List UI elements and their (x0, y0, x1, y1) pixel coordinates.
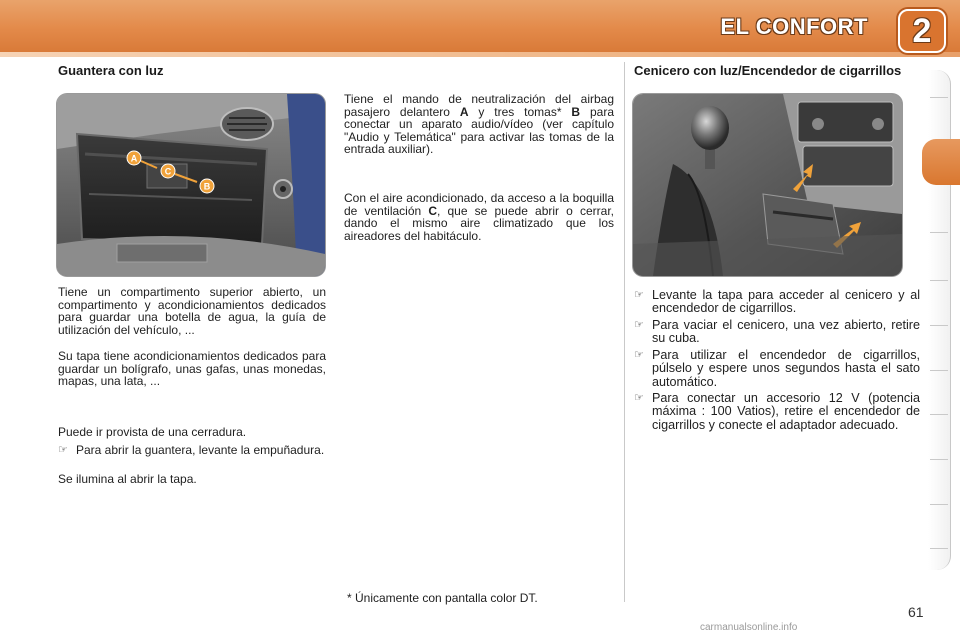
watermark: carmanualsonline.info (700, 622, 798, 633)
chapter-badge[interactable]: 2 (898, 9, 946, 53)
label-c: C (428, 203, 438, 218)
airbag-text-3: para conectar un aparato audio/vídeo (ver capítulo "Audio y Telemática" para activar las tomas de la entrada auxiliar). (344, 104, 614, 157)
ashtray-photo (633, 94, 902, 276)
ashtray-step-3 (634, 349, 920, 389)
chapter-tab[interactable] (930, 232, 948, 233)
glovebox-open-step (58, 444, 326, 457)
header-stripe (0, 52, 960, 57)
section-heading-glovebox: Guantera con luz (58, 63, 164, 78)
ashtray-step-4 (634, 392, 920, 432)
callout-c: C (164, 166, 172, 177)
ashtray-step-4-text: Para conectar un accesorio 12 V (potencia máxima : 100 Vatios), retire el encendedor de cigarrillos y conecte el adaptador adecuado. (652, 391, 920, 432)
ashtray-illustration (633, 94, 902, 276)
glovebox-illustration (57, 94, 325, 276)
page-number: 61 (908, 604, 924, 620)
label-b: B (571, 104, 581, 119)
ashtray-step-1 (634, 289, 920, 316)
vent-text-1: Con el aire acondicionado, da acceso a la boquilla de ventilación (344, 191, 614, 218)
chapter-tab[interactable] (930, 97, 948, 98)
ashtray-step-2 (634, 319, 920, 346)
airbag-text-2: y tres tomas* (478, 104, 562, 119)
glovebox-photo (57, 94, 325, 276)
chapter-tab[interactable] (930, 504, 948, 505)
chapter-tab[interactable] (930, 325, 948, 326)
callout-a: A (130, 153, 138, 164)
pointing-hand-icon: ☞ (634, 392, 644, 404)
ashtray-step-3-text: Para utilizar el encendedor de cigarrillos, púlselo y espere unos segundos hasta el sato automático. (652, 348, 920, 389)
label-a: A (459, 104, 469, 119)
chapter-tab[interactable] (930, 370, 948, 371)
chapter-tab[interactable] (930, 459, 948, 460)
column-divider (624, 62, 625, 602)
footnote: * Únicamente con pantalla color DT. (347, 591, 538, 605)
chapter-tab[interactable] (930, 548, 948, 549)
pointing-hand-icon: ☞ (634, 349, 644, 361)
pointing-hand-icon: ☞ (58, 444, 68, 456)
glovebox-lock-note: Puede ir provista de una cerradura. (58, 425, 247, 439)
glovebox-lid-description: Su tapa tiene acondicionamientos dedicados para guardar un bolígrafo, unas gafas, unas monedas, mapas, una lata, ... (58, 349, 326, 389)
callout-b: B (203, 181, 211, 192)
airbag-sockets-description (344, 93, 614, 156)
pointing-hand-icon: ☞ (634, 319, 644, 331)
chapter-tab[interactable] (930, 280, 948, 281)
pointing-hand-icon: ☞ (634, 289, 644, 301)
ashtray-step-1-text: Levante la tapa para acceder al cenicero y al encendedor de cigarrillos. (652, 288, 920, 316)
chapter-tab[interactable] (930, 414, 948, 415)
vent-description (344, 192, 614, 242)
section-heading-ashtray: Cenicero con luz/Encendedor de cigarrillos (634, 63, 902, 78)
airbag-text-1: Tiene el mando de neutralización del airbag pasajero delantero (344, 92, 614, 119)
ashtray-step-2-text: Para vaciar el cenicero, una vez abierto, retire su cuba. (652, 318, 920, 346)
glovebox-description: Tiene un compartimento superior abierto, un compartimento y acondicionamientos dedicados para guardar una botella de agua, la guía de utilización del vehículo, ... (58, 285, 326, 337)
glovebox-open-step-text: Para abrir la guantera, levante la empuñadura. (76, 443, 325, 457)
glovebox-light-note: Se ilumina al abrir la tapa. (58, 472, 197, 486)
chapter-tab-active[interactable] (922, 139, 960, 185)
vent-text-2: , que se puede abrir o cerrar, dando el mismo aire climatizado que los aireadores del habitáculo. (344, 203, 614, 243)
page-title: EL CONFORT (720, 14, 868, 39)
